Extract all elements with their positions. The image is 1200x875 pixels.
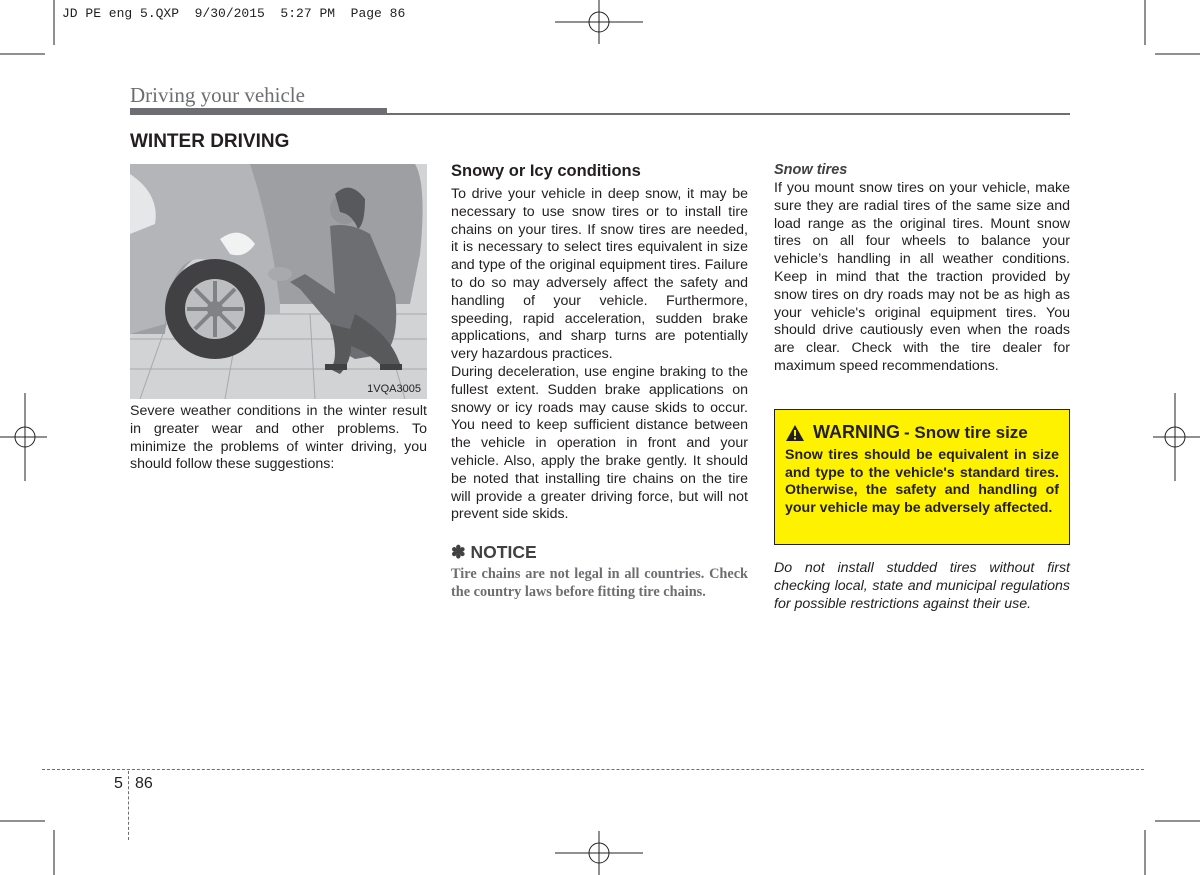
notice-asterisk-icon: ✽ — [451, 542, 466, 563]
footer-divider — [128, 771, 129, 840]
page-heading: WINTER DRIVING — [130, 131, 290, 152]
print-slug: JD PE eng 5.QXP 9/30/2015 5:27 PM Page 86 — [62, 6, 406, 21]
snowy-column — [451, 162, 748, 601]
notice-text: Tire chains are not legal in all countries. Check the country laws before fitting tire chains. — [451, 566, 748, 600]
warning-triangle-icon — [785, 424, 805, 442]
studded-tires-note — [774, 560, 1070, 613]
warning-box — [774, 409, 1070, 545]
section-title: Driving your vehicle — [130, 83, 305, 107]
registration-mark-left — [0, 393, 47, 481]
section-rule-bar — [130, 108, 387, 115]
footer-rule — [42, 769, 1144, 770]
registration-mark-top — [555, 0, 643, 44]
section-rule-line — [387, 113, 1070, 115]
snow-tires-paragraph: If you mount snow tires on your vehicle, make sure they are radial tires of the same size and load range as the original tires. Mount snow tires on all four wheels to balance your vehicle’s handling in all weather conditions. Keep in mind that the traction provided by snow tires on dry roads may not be as high as your vehicle's original equipment tires. You should drive cautiously even when the roads are clear. Check with the tire dealer for maximum speed recommendations. — [774, 180, 1070, 374]
snow-tires-heading: Snow tires — [774, 162, 848, 178]
page-number: 86 — [135, 775, 153, 792]
notice-heading — [451, 542, 748, 563]
person-checking-tire-illustration — [130, 164, 427, 399]
section-number: 5 — [114, 775, 123, 792]
warning-text: Snow tires should be equivalent in size and type to the vehicle's standard tires. Otherwise, the safety and handling of your vehicle may be adversely affected. — [785, 447, 1059, 517]
warning-title — [785, 422, 1059, 443]
warning-subject: - Snow tire size — [904, 422, 1028, 442]
intro-column — [130, 403, 427, 474]
snowy-heading: Snowy or Icy conditions — [451, 162, 641, 180]
warning-label: WARNING — [813, 422, 900, 442]
registration-mark-bottom — [555, 831, 643, 875]
studded-tires-paragraph: Do not install studded tires without first checking local, state and municipal regulations for possible restrictions against their use. — [774, 560, 1070, 612]
snow-tires-column — [774, 162, 1070, 376]
intro-paragraph: Severe weather conditions in the winter result in greater wear and other problems. To minimize the problems of winter driving, you should follow these suggestions: — [130, 403, 427, 473]
registration-mark-right — [1153, 393, 1200, 481]
snowy-paragraph-1: To drive your vehicle in deep snow, it may be necessary to use snow tires or to install tire chains on your tires. If snow tires are needed, it is necessary to select tires equivalent in size and type of the original equipment tires. Failure to do so may adversely affect the safety and handling of your vehicle. Furthermore, speeding, rapid acceleration, sudden brake applications, and sharp turns are potentially very hazardous practices. — [451, 186, 748, 363]
photo-code: 1VQA3005 — [367, 383, 421, 395]
snowy-paragraph-2: During deceleration, use engine braking to the fullest extent. Sudden brake applications on snowy or icy roads may cause skids to occur. You need to keep sufficient distance between the vehicle in operation in front and your vehicle. Also, apply the brake gently. It should be noted that installing tire chains on the tire will provide a greater driving force, but will not prevent side skids. — [451, 363, 748, 523]
notice-label: NOTICE — [470, 542, 537, 563]
winter-tire-photo — [130, 164, 427, 399]
